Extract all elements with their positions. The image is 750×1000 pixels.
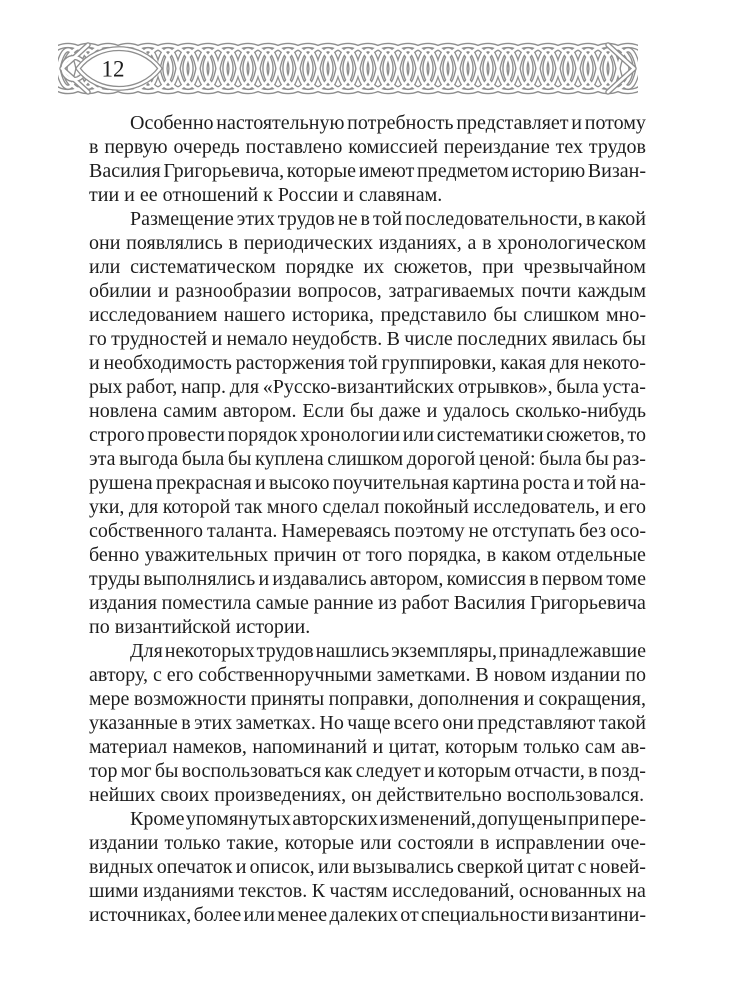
- text-line: исследованием нашего историка, представило бы слишком мно-: [89, 304, 646, 326]
- paragraph: [89, 807, 646, 927]
- text-line: собственного таланта. Намереваясь поэтому не отступать без осо-: [89, 520, 646, 542]
- text-line: Кроме упомянутых авторских изменений, допущены при пере-: [130, 808, 646, 830]
- paragraph: [89, 207, 646, 639]
- text-line: издания поместила самые ранние из работ Василия Григорьевича: [89, 592, 646, 614]
- text-line: го трудностей и немало неудобств. В числе последних явилась бы: [89, 328, 646, 350]
- page-number: 12: [101, 56, 125, 82]
- text-line: издании только такие, которые или состояли в исправлении оче-: [89, 832, 646, 854]
- text-line: материал намеков, напоминаний и цитат, которым только сам ав-: [89, 736, 646, 758]
- text-line: Для некоторых трудов нашлись экземпляры, принадлежавшие: [130, 640, 646, 662]
- text-line: тии и ее отношений к России и славянам.: [89, 184, 443, 206]
- text-line: видных опечаток и описок, или вызывались сверкой цитат с новей-: [89, 856, 646, 878]
- text-line: обилии и разнообразии вопросов, затрагиваемых почти каждым: [89, 280, 646, 302]
- text-line: Размещение этих трудов не в той последовательности, в какой: [130, 208, 646, 230]
- text-line: они появлялись в периодических изданиях, а в хронологическом: [89, 232, 646, 254]
- paragraph: [89, 111, 646, 207]
- text-line: бенно уважительных причин от того порядка, в каком отдельные: [89, 544, 646, 566]
- paragraph: [89, 639, 646, 807]
- text-line: и необходимость расторжения той группировки, какая для некото-: [89, 352, 646, 374]
- text-line: тор мог бы воспользоваться как следует и которым отчасти, в позд-: [89, 760, 646, 782]
- celtic-knot-icon: [58, 41, 638, 96]
- text-line: по византийской истории.: [89, 616, 311, 638]
- text-block: [89, 111, 646, 927]
- text-line: в первую очередь поставлено комиссией переиздание тех трудов: [89, 136, 646, 158]
- text-line: Василия Григорьевича, которые имеют предметом историю Визан-: [89, 160, 646, 182]
- text-line: автору, с его собственноручными заметками. В новом издании по: [89, 664, 646, 686]
- text-line: строго провести порядок хронологии или систематики сюжетов, то: [89, 424, 646, 446]
- text-line: указанные в этих заметках. Но чаще всего они представляют такой: [89, 712, 646, 734]
- text-line: Особенно настоятельную потребность представляет и потому: [130, 112, 646, 134]
- text-line: источниках, более или менее далеких от специальности византини-: [89, 904, 646, 926]
- text-line: эта выгода была бы куплена слишком дорогой ценой: была бы раз-: [89, 448, 646, 470]
- text-line: рых работ, напр. для «Русско-византийских отрывков», была уста-: [89, 376, 646, 398]
- text-line: или систематическом порядке их сюжетов, при чрезвычайном: [89, 256, 646, 278]
- text-line: мере возможности приняты поправки, дополнения и сокращения,: [89, 688, 646, 710]
- text-line: труды выполнялись и издавались автором, комиссия в первом томе: [89, 568, 646, 590]
- text-line: шими изданиями текстов. К частям исследований, основанных на: [89, 880, 646, 902]
- header-ornament-band: [58, 41, 638, 96]
- text-line: уки, для которой так много сделал покойный исследователь, и его: [89, 496, 646, 518]
- text-line: новлена самим автором. Если бы даже и удалось сколько-нибудь: [89, 400, 646, 422]
- text-line: рушена прекрасная и высоко поучительная картина роста и той на-: [89, 472, 646, 494]
- text-line: нейших своих произведениях, он действительно воспользовался.: [89, 784, 645, 806]
